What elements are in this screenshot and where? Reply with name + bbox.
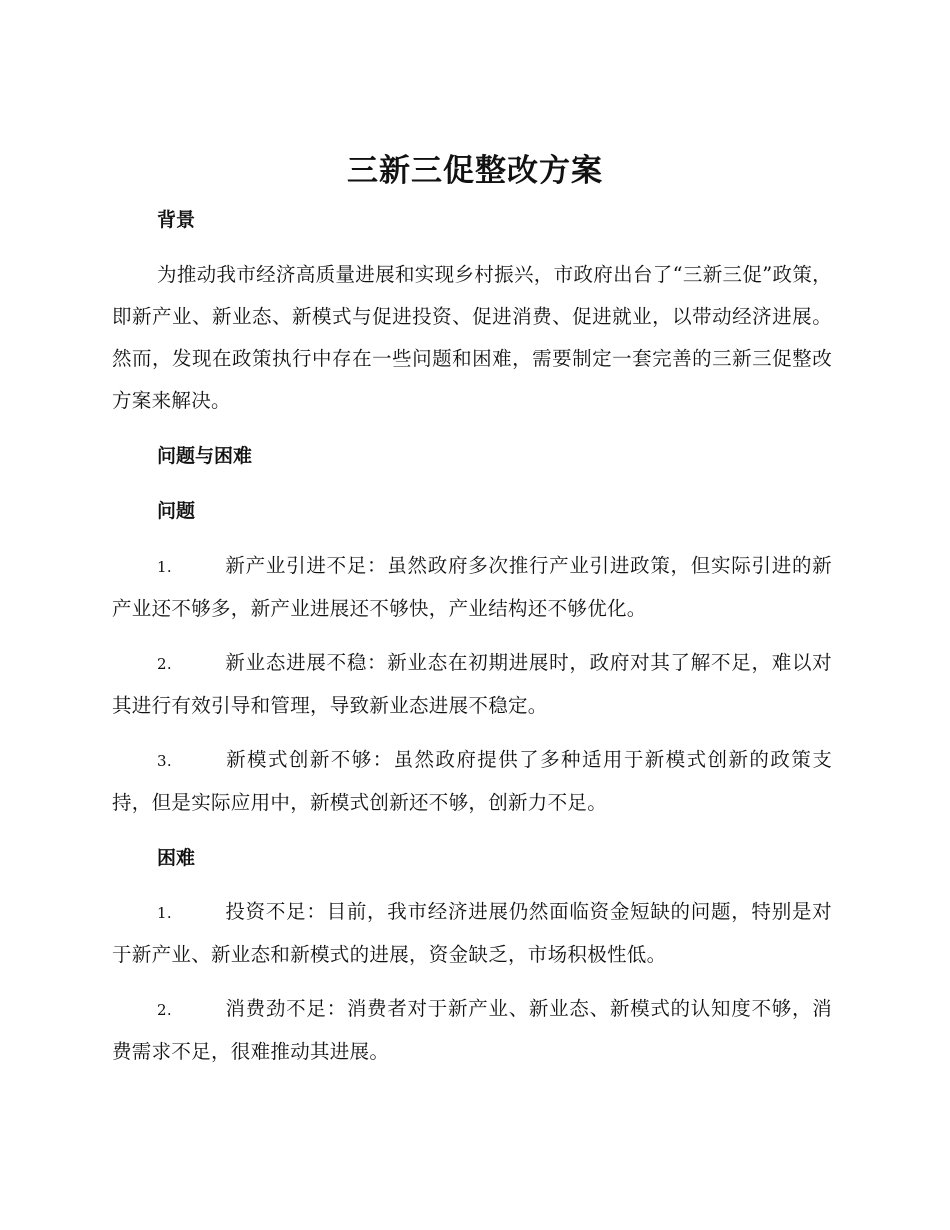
- problem-item: [112, 545, 832, 630]
- document-title: 三新三促整改方案: [347, 153, 603, 189]
- list-item-text: 消费劲不足：消费者对于新产业、新业态、新模式的认知度不够，消费需求不足，很难推动其进展。: [112, 997, 832, 1063]
- background-paragraph: 为推动我市经济高质量进展和实现乡村振兴，市政府出台了“三新三促”政策，即新产业、新业态、新模式与促进投资、促进消费、促进就业，以带动经济进展。然而，发现在政策执行中存在一些问题和困难，需要制定一套完善的三新三促整改方案来解决。: [112, 263, 832, 412]
- list-item-text: 新模式创新不够：虽然政府提供了多种适用于新模式创新的政策支持，但是实际应用中，新模式创新还不够，创新力不足。: [112, 748, 832, 814]
- list-number: 1.: [157, 904, 172, 922]
- list-number: 2.: [157, 1001, 172, 1019]
- problem-item: [112, 642, 832, 727]
- list-number: 2.: [157, 655, 172, 673]
- problem-item: [112, 739, 832, 824]
- list-number: 1.: [157, 558, 172, 576]
- subsection-heading-difficulties: 困难: [157, 847, 196, 869]
- list-item-text: 新产业引进不足：虽然政府多次推行产业引进政策，但实际引进的新产业还不够多，新产业进展还不够快，产业结构还不够优化。: [112, 554, 832, 620]
- section-heading-issues: 问题与困难: [157, 445, 253, 467]
- difficulty-item: [112, 988, 832, 1073]
- list-number: 3.: [157, 752, 172, 770]
- subsection-heading-problems: 问题: [157, 500, 196, 522]
- difficulty-item: [112, 891, 832, 976]
- section-heading-background: 背景: [157, 209, 196, 231]
- list-item-text: 新业态进展不稳：新业态在初期进展时，政府对其了解不足，难以对其进行有效引导和管理，导致新业态进展不稳定。: [112, 651, 832, 717]
- list-item-text: 投资不足：目前，我市经济进展仍然面临资金短缺的问题，特别是对于新产业、新业态和新模式的进展，资金缺乏，市场积极性低。: [112, 900, 832, 966]
